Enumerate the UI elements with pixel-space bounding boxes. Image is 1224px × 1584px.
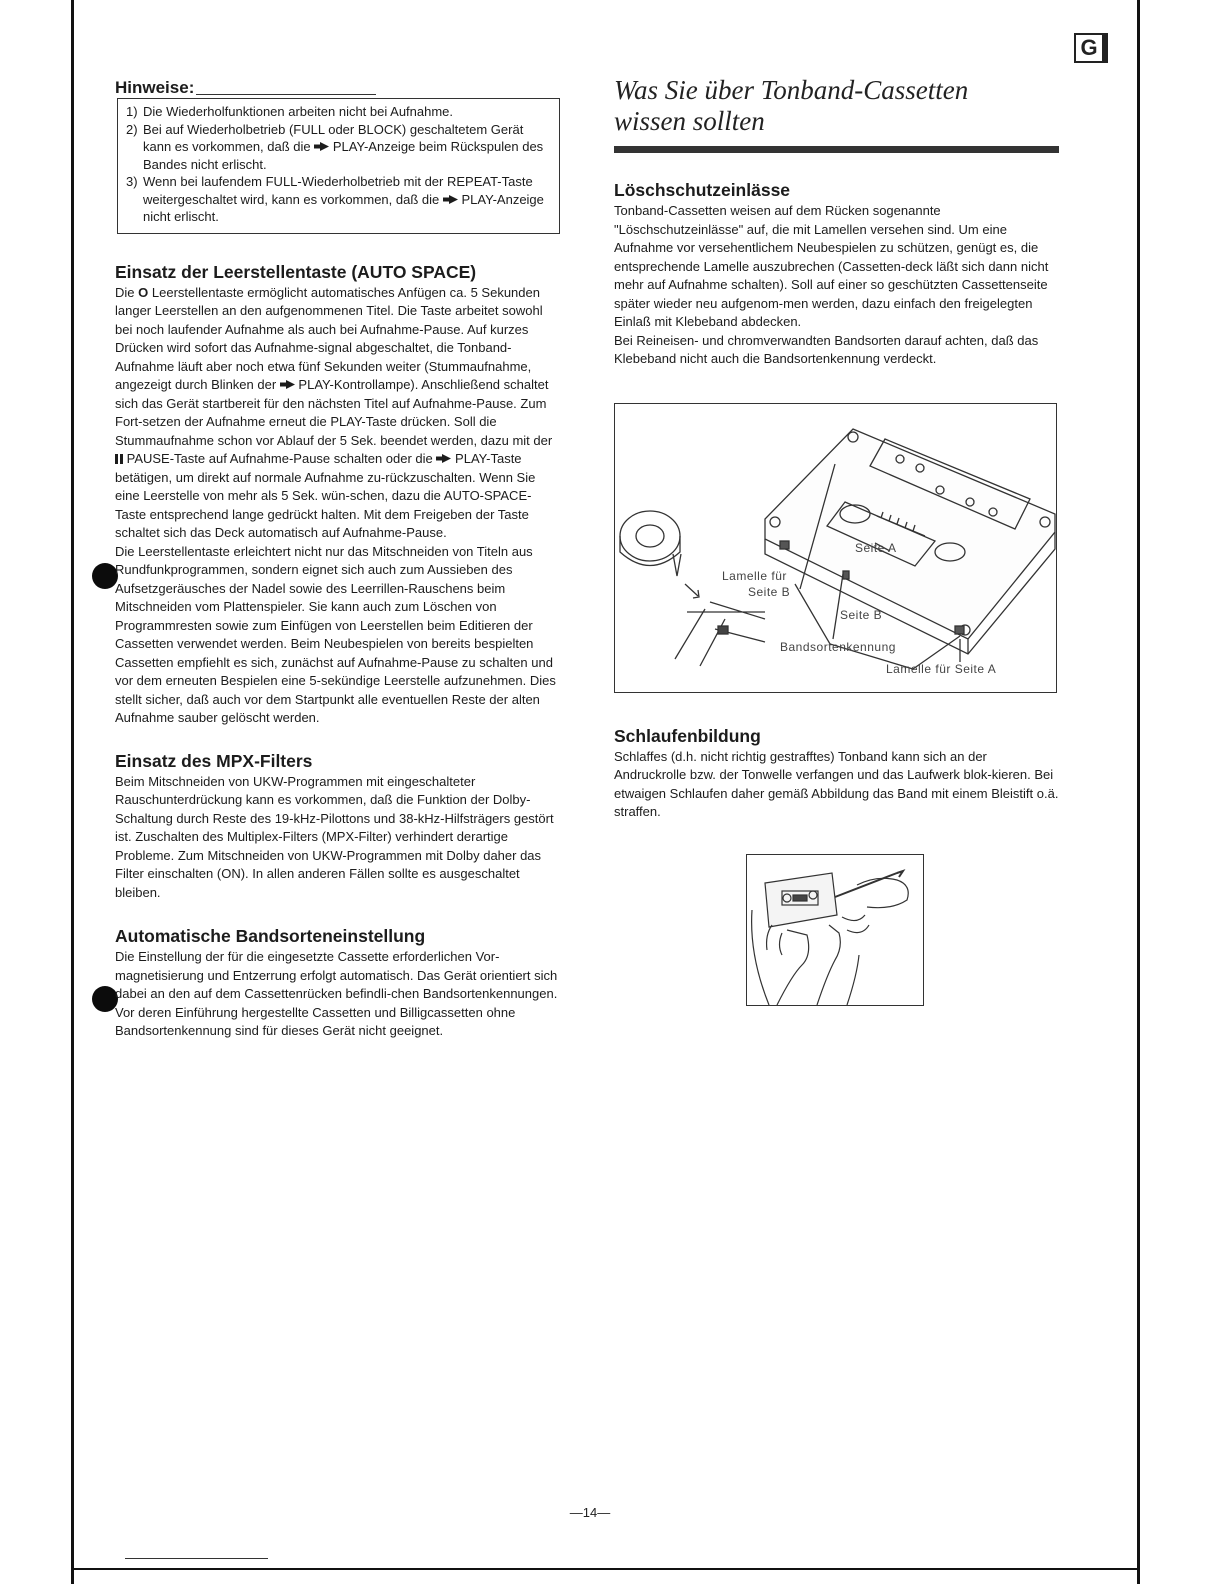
play-icon	[436, 454, 451, 463]
section-loeschschutz	[614, 180, 1059, 369]
note-title: Hinweise:	[115, 78, 195, 97]
page-title-line: Was Sie über Tonband-Cassetten	[614, 75, 969, 105]
note-title-rule	[196, 94, 376, 95]
section-paragraph: Bei Reineisen- und chromverwandten Bandsorten darauf achten, daß das Klebeband nicht auch die Bandsortenkennung verdeckt.	[614, 332, 1039, 366]
label-lamelle-b-line1: Lamelle für	[722, 569, 787, 583]
section-auto-band	[115, 926, 562, 1041]
section-paragraph: Schlaffes (d.h. nicht richtig gestrafftes) Tonband kann sich an der Andruckrolle bzw. der Tonwelle verfangen und das Laufwerk blok-kieren. Bei etwaigen Schlaufen daher gemäß Abbildung das Band mit einem Bleistift o.ä. straffen.	[614, 748, 1059, 819]
section-paragraph: Tonband-Cassetten weisen auf dem Rücken sogenannte "Löschschutzeinlässe" auf, die mit Lamellen versehen sind. Um eine Aufnahme vor versehentlichem Neubespielen zu schützen, genügt es, die entsprechende Lamelle auszubrechen (Cassetten-deck läßt sich dann nicht mehr auf Aufnahme schalten). Soll auf einer so geschützten Cassettenseite später wieder neu aufgenom-men werden, dazu einfach den freigelegten Einlaß mit Klebeband abdecken.	[614, 203, 1049, 329]
note-number: 3)	[126, 174, 138, 189]
section-paragraph: Die O Leerstellentaste ermöglicht automatisches Anfügen ca. 5 Sekunden langer Leerstellen an den aufgenommenen Titel. Die Taste arbeitet sowohl bei noch laufender Aufnahme als auch bei Aufnahme-Pause. Auf kurzes Drücken wird sofort das Aufnahme-signal abgeschaltet, die Tonband-Aufnahme läuft aber noch etwa fünf Sekunden weiter (Stummaufnahme, angezeigt durch Blinken der PLAY-Kontrollampe). Anschließend schaltet sich das Gerät startbereit für den nächsten Titel auf Aufnahme-Pause. Zum Fort-setzen der Aufnahme erneut die PLAY-Taste drücken. Soll die Stummaufnahme schon vor Ablauf der 5 Sek. beendet werden, dazu mit der PAUSE-Taste auf Aufnahme-Pause schalten oder die PLAY-Taste betätigen, um direkt auf normale Aufnahme zu-rückzuschalten. Wenn Sie eine Leerstelle von mehr als 5 Sek. wün-schen, dazu die AUTO-SPACE-Taste entsprechend lange gedrückt halten. Mit dem Freigeben der Taste schaltet sich das Deck automatisch auf Aufnahme-Pause.	[115, 284, 553, 540]
label-lamelle-b-line2: Seite B	[748, 585, 791, 599]
section-schlaufen	[614, 726, 1059, 822]
page-number: —14—	[569, 1505, 611, 1520]
footer-rule	[125, 1558, 268, 1559]
section-title: Schlaufenbildung	[614, 725, 761, 746]
section-auto-space	[115, 262, 562, 728]
cassette-diagram	[614, 403, 1057, 693]
note-text-b: PLAY-Anzeige nicht erlischt.	[143, 191, 544, 224]
page-title	[614, 75, 1059, 137]
note-item	[126, 103, 551, 121]
pause-icon	[115, 454, 123, 464]
label-seite-b: Seite B	[840, 608, 883, 622]
pencil-tightening-illustration	[746, 854, 924, 1006]
scan-edge-bottom	[71, 1568, 1140, 1570]
note-text	[143, 173, 551, 226]
section-title: Einsatz der Leerstellentaste (AUTO SPACE)	[115, 261, 477, 282]
section-title: Automatische Bandsorteneinstellung	[115, 926, 426, 946]
note-text-b: PLAY-Anzeige beim Rückspulen des Bandes nicht erlischt.	[143, 139, 544, 172]
note-text-a: Wenn bei laufendem FULL-Wiederholbetrieb mit der REPEAT-Taste weitergeschaltet wird, kann es vorkommen, daß die	[143, 174, 533, 207]
note-text-a: Bei auf Wiederholbetrieb (FULL oder BLOCK) geschaltetem Gerät kann es vorkommen, daß die	[143, 121, 524, 154]
page-title-line: wissen sollten	[614, 106, 765, 136]
scan-edge-right	[1137, 0, 1140, 1584]
title-underline-bar	[614, 146, 1059, 153]
play-icon	[314, 142, 329, 151]
section-mpx	[115, 751, 562, 903]
section-title: Löschschutzeinlässe	[614, 180, 791, 200]
auto-space-symbol-icon: O	[138, 284, 149, 300]
section-title: Einsatz des MPX-Filters	[115, 750, 313, 771]
label-lamelle-a: Lamelle für Seite A	[886, 662, 997, 676]
hands-cassette-pencil-icon	[747, 855, 923, 1005]
section-paragraph: Die Einstellung der für die eingesetzte Cassette erforderlichen Vor-magnetisierung und Entzerrung erfolgt automatisch. Das Gerät orientiert sich dabei an den auf dem Cassettenrücken befindli-chen Bandsortenkennungen. Vor deren Einführung hergestellte Cassetten und Billigcassetten ohne Bandsortenkennung sind für dieses Gerät nicht geeignet.	[115, 949, 558, 1038]
left-column	[115, 78, 562, 1041]
note-item	[126, 173, 551, 226]
section-paragraph: Die Leerstellentaste erleichtert nicht nur das Mitschneiden von Titeln aus Rundfunkprogrammen, sondern eignet sich auch zum Aussieben des Aufsetzgeräusches der Nadel sowie des Leerrillen-Rauschens beim Mitschneiden vom Plattenspieler. Sie kann auch zum Löschen von Programmresten sowie zum Einfügen von Leerstellen beim Editieren der Cassetten verwendet werden. Beim Neubespielen von bereits bespielten Cassetten empfiehlt es sich, zunächst auf Aufnahme-Pause zu schalten und vor dem erneuten Bespielen eine 5-sekündige Leerstelle aufzunehmen. Dies stellt sicher, daß auch vor dem Startpunkt alle eventuellen Reste der alten Aufnahme sauber gelöscht werden.	[115, 543, 556, 725]
note-heading	[115, 78, 562, 98]
note-item	[126, 121, 551, 174]
note-box	[117, 98, 560, 234]
scan-edge-left	[71, 0, 74, 1584]
play-icon	[280, 380, 295, 389]
play-icon	[443, 195, 458, 204]
section-paragraph: Beim Mitschneiden von UKW-Programmen mit eingeschalteter Rauschunterdrückung kann es vorkommen, daß die Funktion der Dolby-Schaltung durch Reste des 19-kHz-Pilottons und 38-kHz-Hilfsträgers gestört ist. Zuschalten des Multiplex-Filters (MPX-Filter) verhindert derartige Probleme. Zum Mitschneiden von UKW-Programmen mit Dolby daher das Filter einschalten (ON). In allen anderen Fällen sollte es ausgeschaltet bleiben.	[115, 773, 554, 900]
note-number: 1)	[126, 104, 138, 119]
note-text	[143, 121, 551, 174]
note-number: 2)	[126, 121, 138, 137]
language-badge: G	[1074, 33, 1104, 63]
label-bandsortenkennung: Bandsortenkennung	[780, 640, 896, 654]
label-seite-a: Seite A	[855, 541, 897, 555]
note-text: Die Wiederholfunktionen arbeiten nicht bei Aufnahme.	[143, 104, 454, 119]
